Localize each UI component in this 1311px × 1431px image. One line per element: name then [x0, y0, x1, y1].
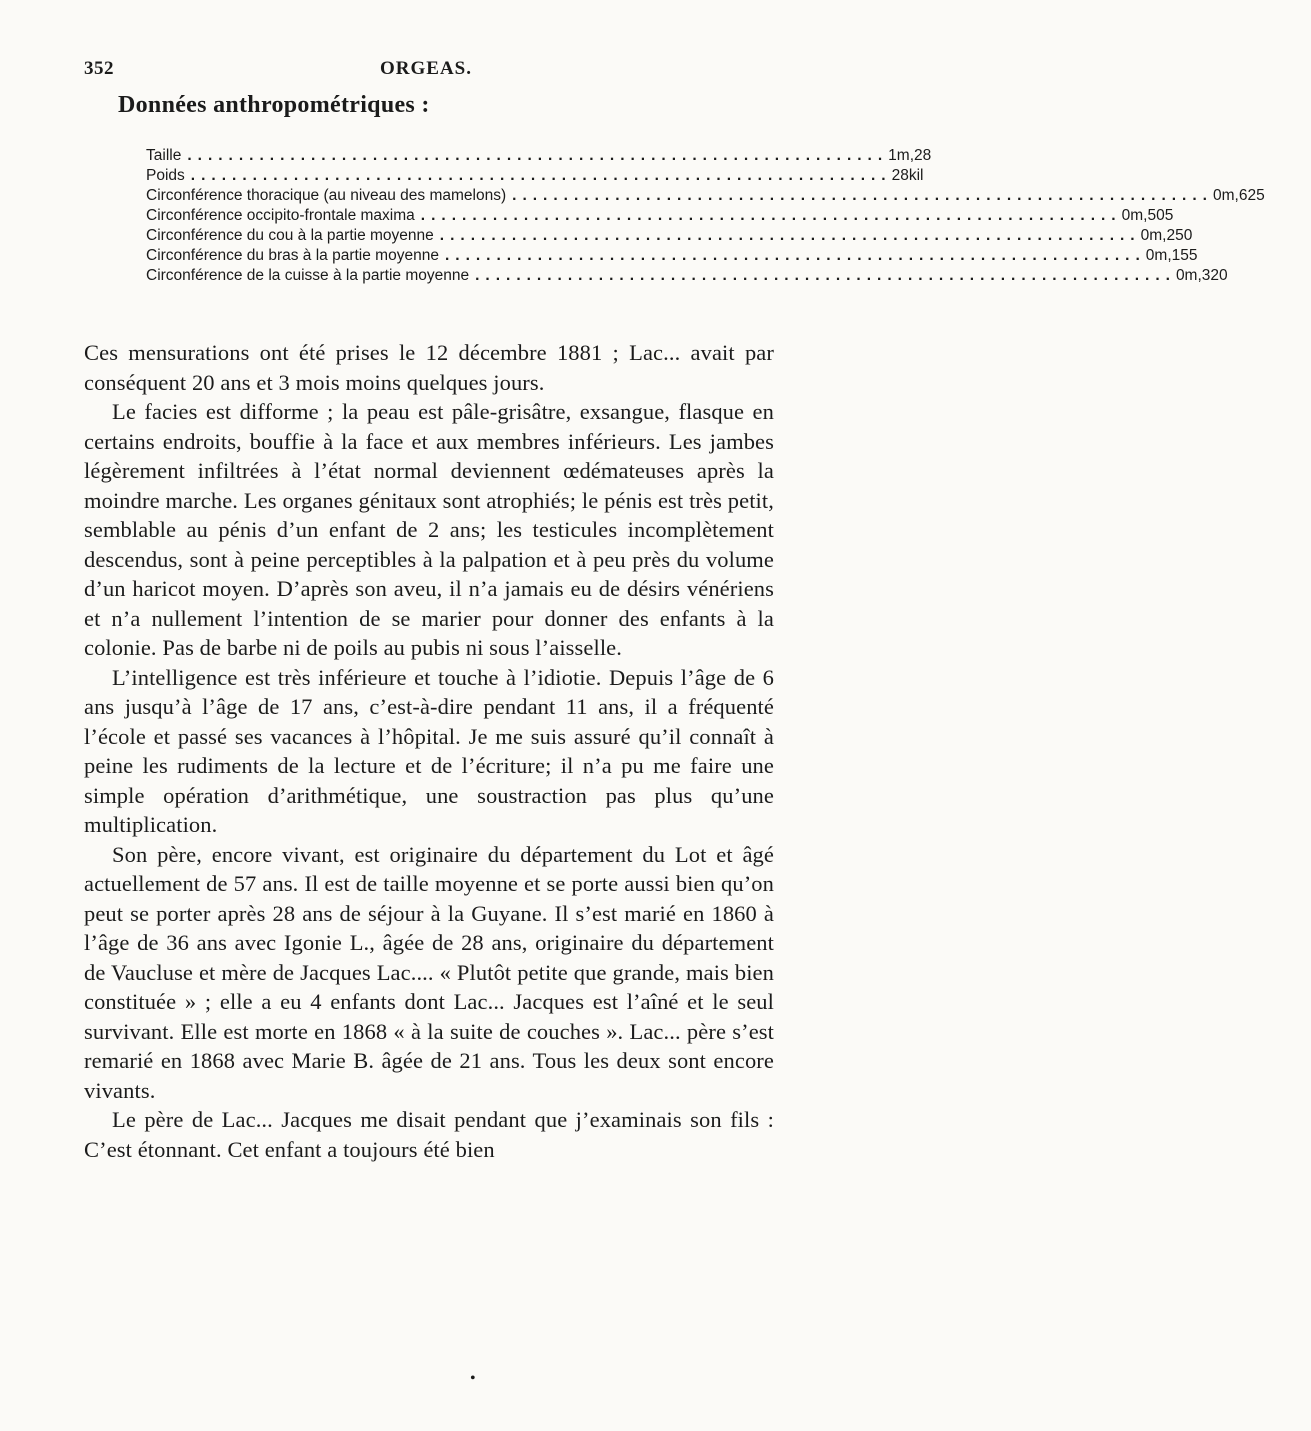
measurement-label: Taille	[146, 147, 182, 164]
measurement-label: Circonférence du cou à la partie moyenne	[146, 227, 434, 244]
leader-dots: ....................................................................	[475, 267, 1176, 284]
measurement-row	[146, 146, 932, 166]
measurement-value: 0m,155	[1145, 247, 1198, 264]
measurement-label: Circonférence du bras à la partie moyenne	[146, 247, 439, 264]
footer-dot: •	[470, 1370, 476, 1387]
measurement-label: Circonférence occipito-frontale maxima	[146, 207, 415, 224]
measurement-value: 0m,320	[1175, 267, 1228, 284]
leader-dots: ....................................................................	[444, 247, 1146, 264]
section-title: Données anthropométriques :	[118, 92, 430, 118]
leader-dots: ....................................................................	[190, 167, 892, 184]
page-number: 352	[84, 58, 114, 79]
measurement-label: Circonférence thoracique (au niveau des mamelons)	[146, 187, 507, 204]
leader-dots: ....................................................................	[420, 207, 1122, 224]
paragraph: Son père, encore vivant, est originaire du département du Lot et âgé actuellement de 57 ans. Il est de taille moyenne et se porte aussi bien qu’on peut se porter après 28 ans de séjour à la Guyane. Il s’est marié en 1860 à l’âge de 36 ans avec Igonie L., âgée de 28 ans, originaire du département de Vaucluse et mère de Jacques Lac.... « Plutôt petite que grande, mais bien constituée » ; elle a eu 4 enfants dont Lac... Jacques est l’aîné et le seul survivant. Elle est morte en 1868 « à la suite de couches ». Lac... père s’est remarié en 1868 avec Marie B. âgée de 21 ans. Tous les deux sont encore vivants.	[84, 841, 774, 1103]
measurement-value: 0m,250	[1140, 227, 1193, 244]
measurement-value: 1m,28	[888, 147, 932, 164]
measurement-value: 0m,505	[1121, 207, 1174, 224]
measurement-row	[146, 266, 1228, 286]
running-head: ORGEAS.	[380, 58, 472, 79]
measurement-row	[146, 206, 1174, 226]
leader-dots: ....................................................................	[187, 147, 889, 164]
body-text	[84, 338, 774, 1164]
measurement-label: Circonférence de la cuisse à la partie moyenne	[146, 267, 470, 284]
measurement-row	[146, 226, 1193, 246]
measurement-label: Poids	[146, 167, 185, 184]
paragraph: Le facies est difforme ; la peau est pâle-grisâtre, exsangue, flasque en certains endroits, bouffie à la face et aux membres inférieurs. Les jambes légèrement infiltrées à l’état normal deviennent œdémateuses après la moindre marche. Les organes génitaux sont atrophiés; le pénis est très petit, semblable au pénis d’un enfant de 2 ans; les testicules incomplètement descendus, sont à peine perceptibles à la palpation et à peu près du volume d’un haricot moyen. D’après son aveu, il n’a jamais eu de désirs vénériens et n’a nullement l’intention de se marier pour donner des enfants à la colonie. Pas de barbe ni de poils au pubis ni sous l’aisselle.	[84, 399, 774, 660]
paragraph: Ces mensurations ont été prises le 12 décembre 1881 ; Lac... avait par conséquent 20 ans et 3 mois moins quelques jours.	[84, 340, 774, 395]
paragraph: Le père de Lac... Jacques me disait pendant que j’examinais son fils : C’est étonnant. Cet enfant a toujours été bien	[84, 1107, 774, 1162]
leader-dots: ....................................................................	[512, 187, 1213, 204]
measurement-row	[146, 246, 1198, 266]
measurement-row	[146, 186, 1265, 206]
measurement-row	[146, 166, 924, 186]
page-header	[84, 58, 774, 86]
measurement-value: 28kil	[891, 167, 924, 184]
paragraph: L’intelligence est très inférieure et touche à l’idiotie. Depuis l’âge de 6 ans jusqu’à l’âge de 17 ans, c’est-à-dire pendant 11 ans, il a fréquenté l’école et passé ses vacances à l’hôpital. Je me suis assuré qu’il connaît à peine les rudiments de la lecture et de l’écriture; il n’a pu me faire une simple opération d’arithmétique, une soustraction pas plus qu’une multiplication.	[84, 664, 774, 837]
leader-dots: ....................................................................	[439, 227, 1141, 244]
measurement-value: 0m,625	[1212, 187, 1265, 204]
measurements-table	[146, 146, 1265, 286]
